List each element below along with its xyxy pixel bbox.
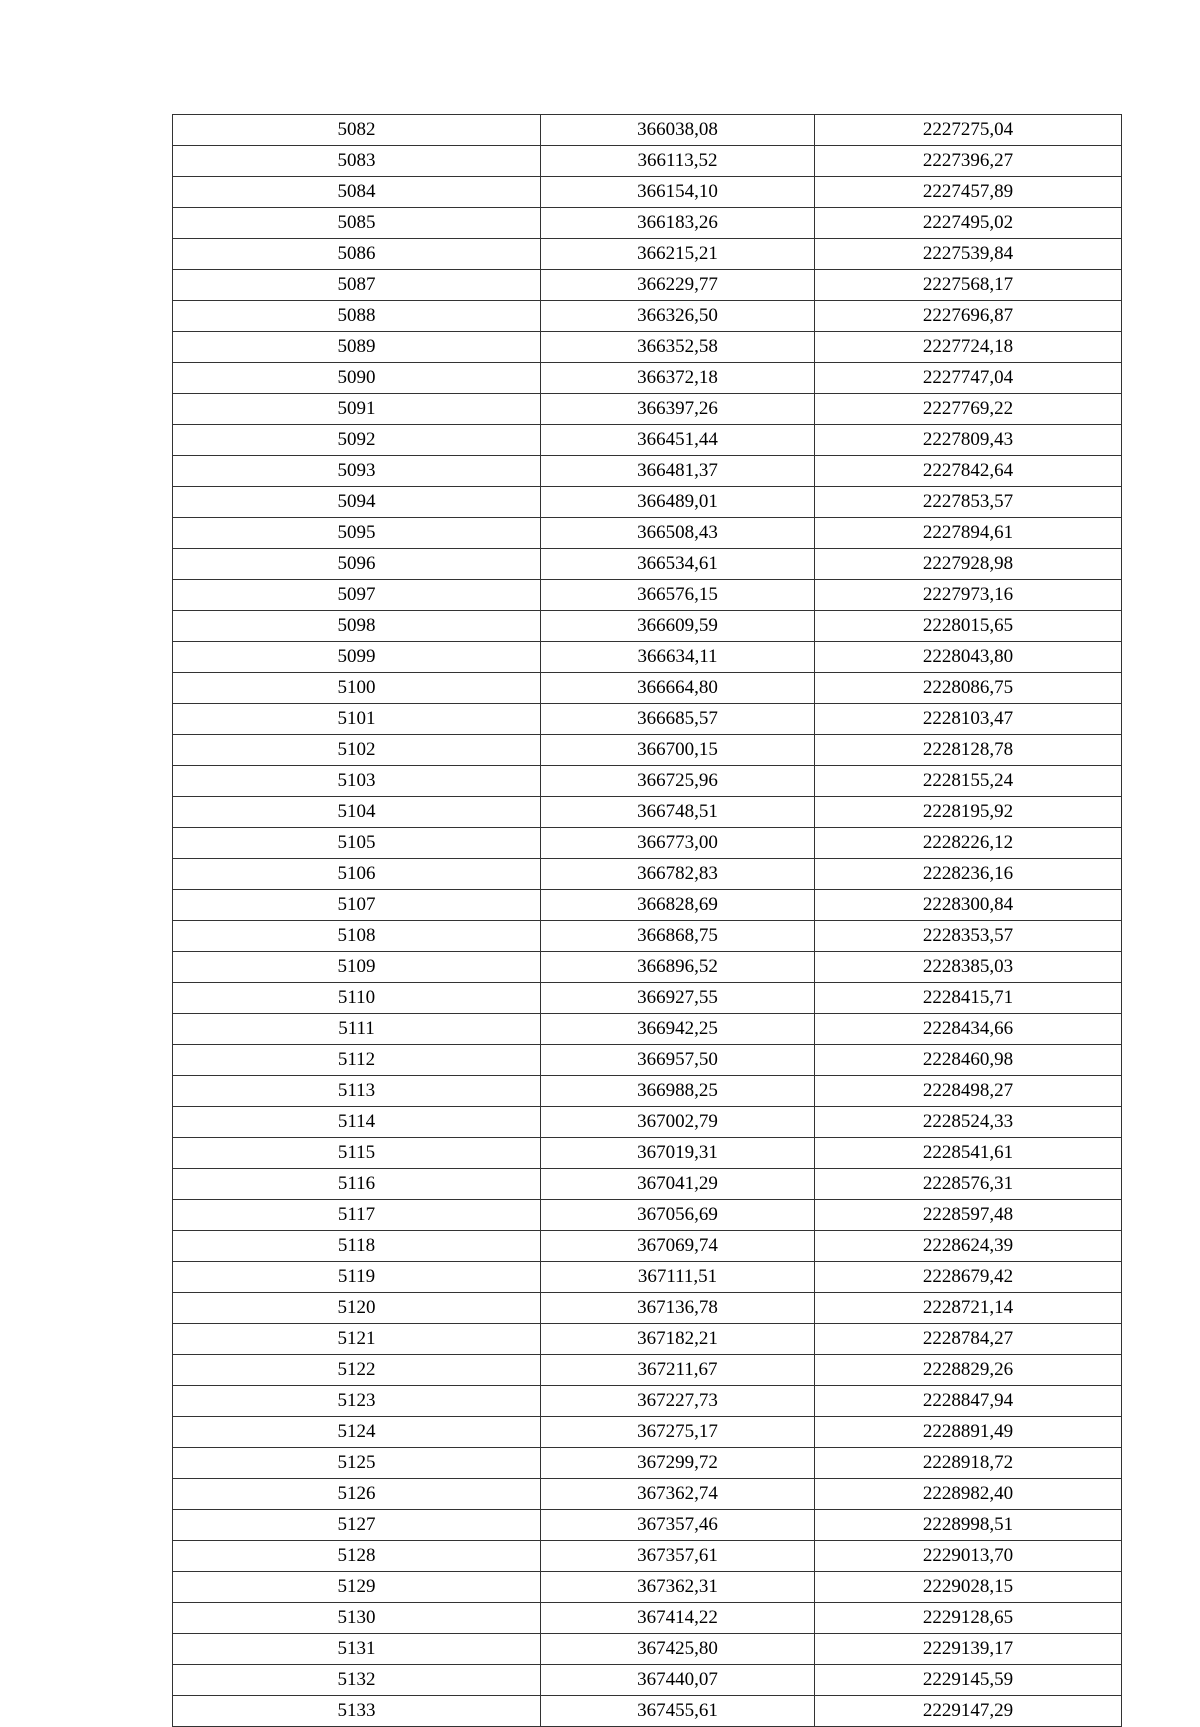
- table-row: [173, 952, 1122, 983]
- y-coordinate-cell: 2228434,66: [815, 1014, 1122, 1045]
- x-coordinate-cell: 366451,44: [541, 425, 815, 456]
- table-row: [173, 301, 1122, 332]
- y-coordinate-cell: 2227539,84: [815, 239, 1122, 270]
- y-coordinate-cell: 2227769,22: [815, 394, 1122, 425]
- x-coordinate-cell: 367440,07: [541, 1665, 815, 1696]
- y-coordinate-cell: 2229145,59: [815, 1665, 1122, 1696]
- table-row: [173, 146, 1122, 177]
- table-row: [173, 1355, 1122, 1386]
- point-number-cell: 5085: [173, 208, 541, 239]
- y-coordinate-cell: 2228891,49: [815, 1417, 1122, 1448]
- y-coordinate-cell: 2229128,65: [815, 1603, 1122, 1634]
- point-number-cell: 5129: [173, 1572, 541, 1603]
- x-coordinate-cell: 367425,80: [541, 1634, 815, 1665]
- point-number-cell: 5101: [173, 704, 541, 735]
- table-row: [173, 1510, 1122, 1541]
- point-number-cell: 5114: [173, 1107, 541, 1138]
- table-row: [173, 828, 1122, 859]
- y-coordinate-cell: 2228128,78: [815, 735, 1122, 766]
- table-row: [173, 1417, 1122, 1448]
- y-coordinate-cell: 2229013,70: [815, 1541, 1122, 1572]
- y-coordinate-cell: 2228103,47: [815, 704, 1122, 735]
- y-coordinate-cell: 2228353,57: [815, 921, 1122, 952]
- y-coordinate-cell: 2228541,61: [815, 1138, 1122, 1169]
- x-coordinate-cell: 366664,80: [541, 673, 815, 704]
- x-coordinate-cell: 367362,74: [541, 1479, 815, 1510]
- point-number-cell: 5110: [173, 983, 541, 1014]
- point-number-cell: 5086: [173, 239, 541, 270]
- y-coordinate-cell: 2228300,84: [815, 890, 1122, 921]
- point-number-cell: 5082: [173, 115, 541, 146]
- table-row: [173, 1107, 1122, 1138]
- table-row: [173, 332, 1122, 363]
- y-coordinate-cell: 2228679,42: [815, 1262, 1122, 1293]
- x-coordinate-cell: 366896,52: [541, 952, 815, 983]
- x-coordinate-cell: 366868,75: [541, 921, 815, 952]
- x-coordinate-cell: 367455,61: [541, 1696, 815, 1727]
- y-coordinate-cell: 2228847,94: [815, 1386, 1122, 1417]
- x-coordinate-cell: 367357,61: [541, 1541, 815, 1572]
- table-row: [173, 239, 1122, 270]
- point-number-cell: 5094: [173, 487, 541, 518]
- table-row: [173, 1138, 1122, 1169]
- point-number-cell: 5104: [173, 797, 541, 828]
- x-coordinate-cell: 366113,52: [541, 146, 815, 177]
- table-row: [173, 1665, 1122, 1696]
- x-coordinate-cell: 366609,59: [541, 611, 815, 642]
- point-number-cell: 5118: [173, 1231, 541, 1262]
- table-row: [173, 518, 1122, 549]
- table-row: [173, 921, 1122, 952]
- point-number-cell: 5102: [173, 735, 541, 766]
- point-number-cell: 5090: [173, 363, 541, 394]
- table-row: [173, 549, 1122, 580]
- table-row: [173, 1076, 1122, 1107]
- point-number-cell: 5098: [173, 611, 541, 642]
- point-number-cell: 5088: [173, 301, 541, 332]
- x-coordinate-cell: 366489,01: [541, 487, 815, 518]
- x-coordinate-cell: 367182,21: [541, 1324, 815, 1355]
- x-coordinate-cell: 367211,67: [541, 1355, 815, 1386]
- point-number-cell: 5097: [173, 580, 541, 611]
- point-number-cell: 5115: [173, 1138, 541, 1169]
- y-coordinate-cell: 2229147,29: [815, 1696, 1122, 1727]
- y-coordinate-cell: 2228415,71: [815, 983, 1122, 1014]
- table-row: [173, 1696, 1122, 1727]
- x-coordinate-cell: 366534,61: [541, 549, 815, 580]
- x-coordinate-cell: 366748,51: [541, 797, 815, 828]
- point-number-cell: 5092: [173, 425, 541, 456]
- y-coordinate-cell: 2227842,64: [815, 456, 1122, 487]
- table-row: [173, 1045, 1122, 1076]
- x-coordinate-cell: 367275,17: [541, 1417, 815, 1448]
- table-row: [173, 1479, 1122, 1510]
- table-row: [173, 394, 1122, 425]
- table-row: [173, 425, 1122, 456]
- point-number-cell: 5128: [173, 1541, 541, 1572]
- x-coordinate-cell: 366372,18: [541, 363, 815, 394]
- point-number-cell: 5123: [173, 1386, 541, 1417]
- point-number-cell: 5133: [173, 1696, 541, 1727]
- x-coordinate-cell: 367111,51: [541, 1262, 815, 1293]
- point-number-cell: 5112: [173, 1045, 541, 1076]
- x-coordinate-cell: 366481,37: [541, 456, 815, 487]
- x-coordinate-cell: 366326,50: [541, 301, 815, 332]
- y-coordinate-cell: 2227495,02: [815, 208, 1122, 239]
- coordinate-table-body: [173, 115, 1122, 1727]
- x-coordinate-cell: 367041,29: [541, 1169, 815, 1200]
- y-coordinate-cell: 2228385,03: [815, 952, 1122, 983]
- x-coordinate-cell: 367019,31: [541, 1138, 815, 1169]
- x-coordinate-cell: 367136,78: [541, 1293, 815, 1324]
- x-coordinate-cell: 366508,43: [541, 518, 815, 549]
- x-coordinate-cell: 367362,31: [541, 1572, 815, 1603]
- y-coordinate-cell: 2227894,61: [815, 518, 1122, 549]
- table-row: [173, 797, 1122, 828]
- table-row: [173, 1634, 1122, 1665]
- y-coordinate-cell: 2229139,17: [815, 1634, 1122, 1665]
- point-number-cell: 5119: [173, 1262, 541, 1293]
- x-coordinate-cell: 366576,15: [541, 580, 815, 611]
- point-number-cell: 5096: [173, 549, 541, 580]
- table-row: [173, 673, 1122, 704]
- x-coordinate-cell: 366957,50: [541, 1045, 815, 1076]
- y-coordinate-cell: 2228998,51: [815, 1510, 1122, 1541]
- y-coordinate-cell: 2228015,65: [815, 611, 1122, 642]
- y-coordinate-cell: 2227724,18: [815, 332, 1122, 363]
- x-coordinate-cell: 366397,26: [541, 394, 815, 425]
- table-row: [173, 642, 1122, 673]
- x-coordinate-cell: 366038,08: [541, 115, 815, 146]
- point-number-cell: 5109: [173, 952, 541, 983]
- y-coordinate-cell: 2228784,27: [815, 1324, 1122, 1355]
- y-coordinate-cell: 2228460,98: [815, 1045, 1122, 1076]
- table-row: [173, 611, 1122, 642]
- point-number-cell: 5126: [173, 1479, 541, 1510]
- point-number-cell: 5111: [173, 1014, 541, 1045]
- y-coordinate-cell: 2228829,26: [815, 1355, 1122, 1386]
- table-row: [173, 363, 1122, 394]
- y-coordinate-cell: 2227928,98: [815, 549, 1122, 580]
- y-coordinate-cell: 2228918,72: [815, 1448, 1122, 1479]
- y-coordinate-cell: 2227457,89: [815, 177, 1122, 208]
- table-row: [173, 177, 1122, 208]
- x-coordinate-cell: 366773,00: [541, 828, 815, 859]
- y-coordinate-cell: 2227568,17: [815, 270, 1122, 301]
- y-coordinate-cell: 2227809,43: [815, 425, 1122, 456]
- table-row: [173, 1293, 1122, 1324]
- table-row: [173, 766, 1122, 797]
- x-coordinate-cell: 367056,69: [541, 1200, 815, 1231]
- point-number-cell: 5125: [173, 1448, 541, 1479]
- point-number-cell: 5093: [173, 456, 541, 487]
- x-coordinate-cell: 366634,11: [541, 642, 815, 673]
- table-row: [173, 487, 1122, 518]
- y-coordinate-cell: 2227396,27: [815, 146, 1122, 177]
- y-coordinate-cell: 2227696,87: [815, 301, 1122, 332]
- point-number-cell: 5099: [173, 642, 541, 673]
- x-coordinate-cell: 366700,15: [541, 735, 815, 766]
- table-row: [173, 1603, 1122, 1634]
- point-number-cell: 5087: [173, 270, 541, 301]
- point-number-cell: 5095: [173, 518, 541, 549]
- point-number-cell: 5106: [173, 859, 541, 890]
- y-coordinate-cell: 2228597,48: [815, 1200, 1122, 1231]
- point-number-cell: 5131: [173, 1634, 541, 1665]
- point-number-cell: 5121: [173, 1324, 541, 1355]
- point-number-cell: 5103: [173, 766, 541, 797]
- x-coordinate-cell: 366215,21: [541, 239, 815, 270]
- y-coordinate-cell: 2227853,57: [815, 487, 1122, 518]
- x-coordinate-cell: 366828,69: [541, 890, 815, 921]
- y-coordinate-cell: 2228236,16: [815, 859, 1122, 890]
- y-coordinate-cell: 2228721,14: [815, 1293, 1122, 1324]
- x-coordinate-cell: 366229,77: [541, 270, 815, 301]
- table-row: [173, 270, 1122, 301]
- x-coordinate-cell: 366988,25: [541, 1076, 815, 1107]
- table-row: [173, 1448, 1122, 1479]
- y-coordinate-cell: 2228498,27: [815, 1076, 1122, 1107]
- point-number-cell: 5127: [173, 1510, 541, 1541]
- table-row: [173, 1014, 1122, 1045]
- table-row: [173, 580, 1122, 611]
- y-coordinate-cell: 2228226,12: [815, 828, 1122, 859]
- y-coordinate-cell: 2228195,92: [815, 797, 1122, 828]
- x-coordinate-cell: 367357,46: [541, 1510, 815, 1541]
- table-row: [173, 1541, 1122, 1572]
- table-row: [173, 456, 1122, 487]
- point-number-cell: 5120: [173, 1293, 541, 1324]
- table-row: [173, 115, 1122, 146]
- point-number-cell: 5107: [173, 890, 541, 921]
- table-row: [173, 1324, 1122, 1355]
- x-coordinate-cell: 367227,73: [541, 1386, 815, 1417]
- table-row: [173, 1200, 1122, 1231]
- point-number-cell: 5132: [173, 1665, 541, 1696]
- point-number-cell: 5084: [173, 177, 541, 208]
- table-row: [173, 1572, 1122, 1603]
- y-coordinate-cell: 2228624,39: [815, 1231, 1122, 1262]
- table-row: [173, 208, 1122, 239]
- y-coordinate-cell: 2227973,16: [815, 580, 1122, 611]
- table-row: [173, 1169, 1122, 1200]
- point-number-cell: 5089: [173, 332, 541, 363]
- x-coordinate-cell: 367069,74: [541, 1231, 815, 1262]
- point-number-cell: 5113: [173, 1076, 541, 1107]
- point-number-cell: 5108: [173, 921, 541, 952]
- point-number-cell: 5083: [173, 146, 541, 177]
- y-coordinate-cell: 2228043,80: [815, 642, 1122, 673]
- point-number-cell: 5091: [173, 394, 541, 425]
- x-coordinate-cell: 366352,58: [541, 332, 815, 363]
- point-number-cell: 5122: [173, 1355, 541, 1386]
- table-row: [173, 859, 1122, 890]
- x-coordinate-cell: 366782,83: [541, 859, 815, 890]
- x-coordinate-cell: 367002,79: [541, 1107, 815, 1138]
- x-coordinate-cell: 367414,22: [541, 1603, 815, 1634]
- point-number-cell: 5117: [173, 1200, 541, 1231]
- point-number-cell: 5124: [173, 1417, 541, 1448]
- point-number-cell: 5116: [173, 1169, 541, 1200]
- y-coordinate-cell: 2228086,75: [815, 673, 1122, 704]
- table-row: [173, 983, 1122, 1014]
- table-row: [173, 1386, 1122, 1417]
- x-coordinate-cell: 366183,26: [541, 208, 815, 239]
- coordinate-table: [172, 114, 1122, 1727]
- x-coordinate-cell: 366927,55: [541, 983, 815, 1014]
- y-coordinate-cell: 2228982,40: [815, 1479, 1122, 1510]
- y-coordinate-cell: 2227747,04: [815, 363, 1122, 394]
- y-coordinate-cell: 2227275,04: [815, 115, 1122, 146]
- point-number-cell: 5130: [173, 1603, 541, 1634]
- table-row: [173, 735, 1122, 766]
- x-coordinate-cell: 366942,25: [541, 1014, 815, 1045]
- y-coordinate-cell: 2228524,33: [815, 1107, 1122, 1138]
- table-row: [173, 704, 1122, 735]
- y-coordinate-cell: 2228576,31: [815, 1169, 1122, 1200]
- table-row: [173, 1262, 1122, 1293]
- point-number-cell: 5100: [173, 673, 541, 704]
- x-coordinate-cell: 366685,57: [541, 704, 815, 735]
- point-number-cell: 5105: [173, 828, 541, 859]
- x-coordinate-cell: 366154,10: [541, 177, 815, 208]
- x-coordinate-cell: 367299,72: [541, 1448, 815, 1479]
- y-coordinate-cell: 2229028,15: [815, 1572, 1122, 1603]
- table-row: [173, 890, 1122, 921]
- table-row: [173, 1231, 1122, 1262]
- y-coordinate-cell: 2228155,24: [815, 766, 1122, 797]
- x-coordinate-cell: 366725,96: [541, 766, 815, 797]
